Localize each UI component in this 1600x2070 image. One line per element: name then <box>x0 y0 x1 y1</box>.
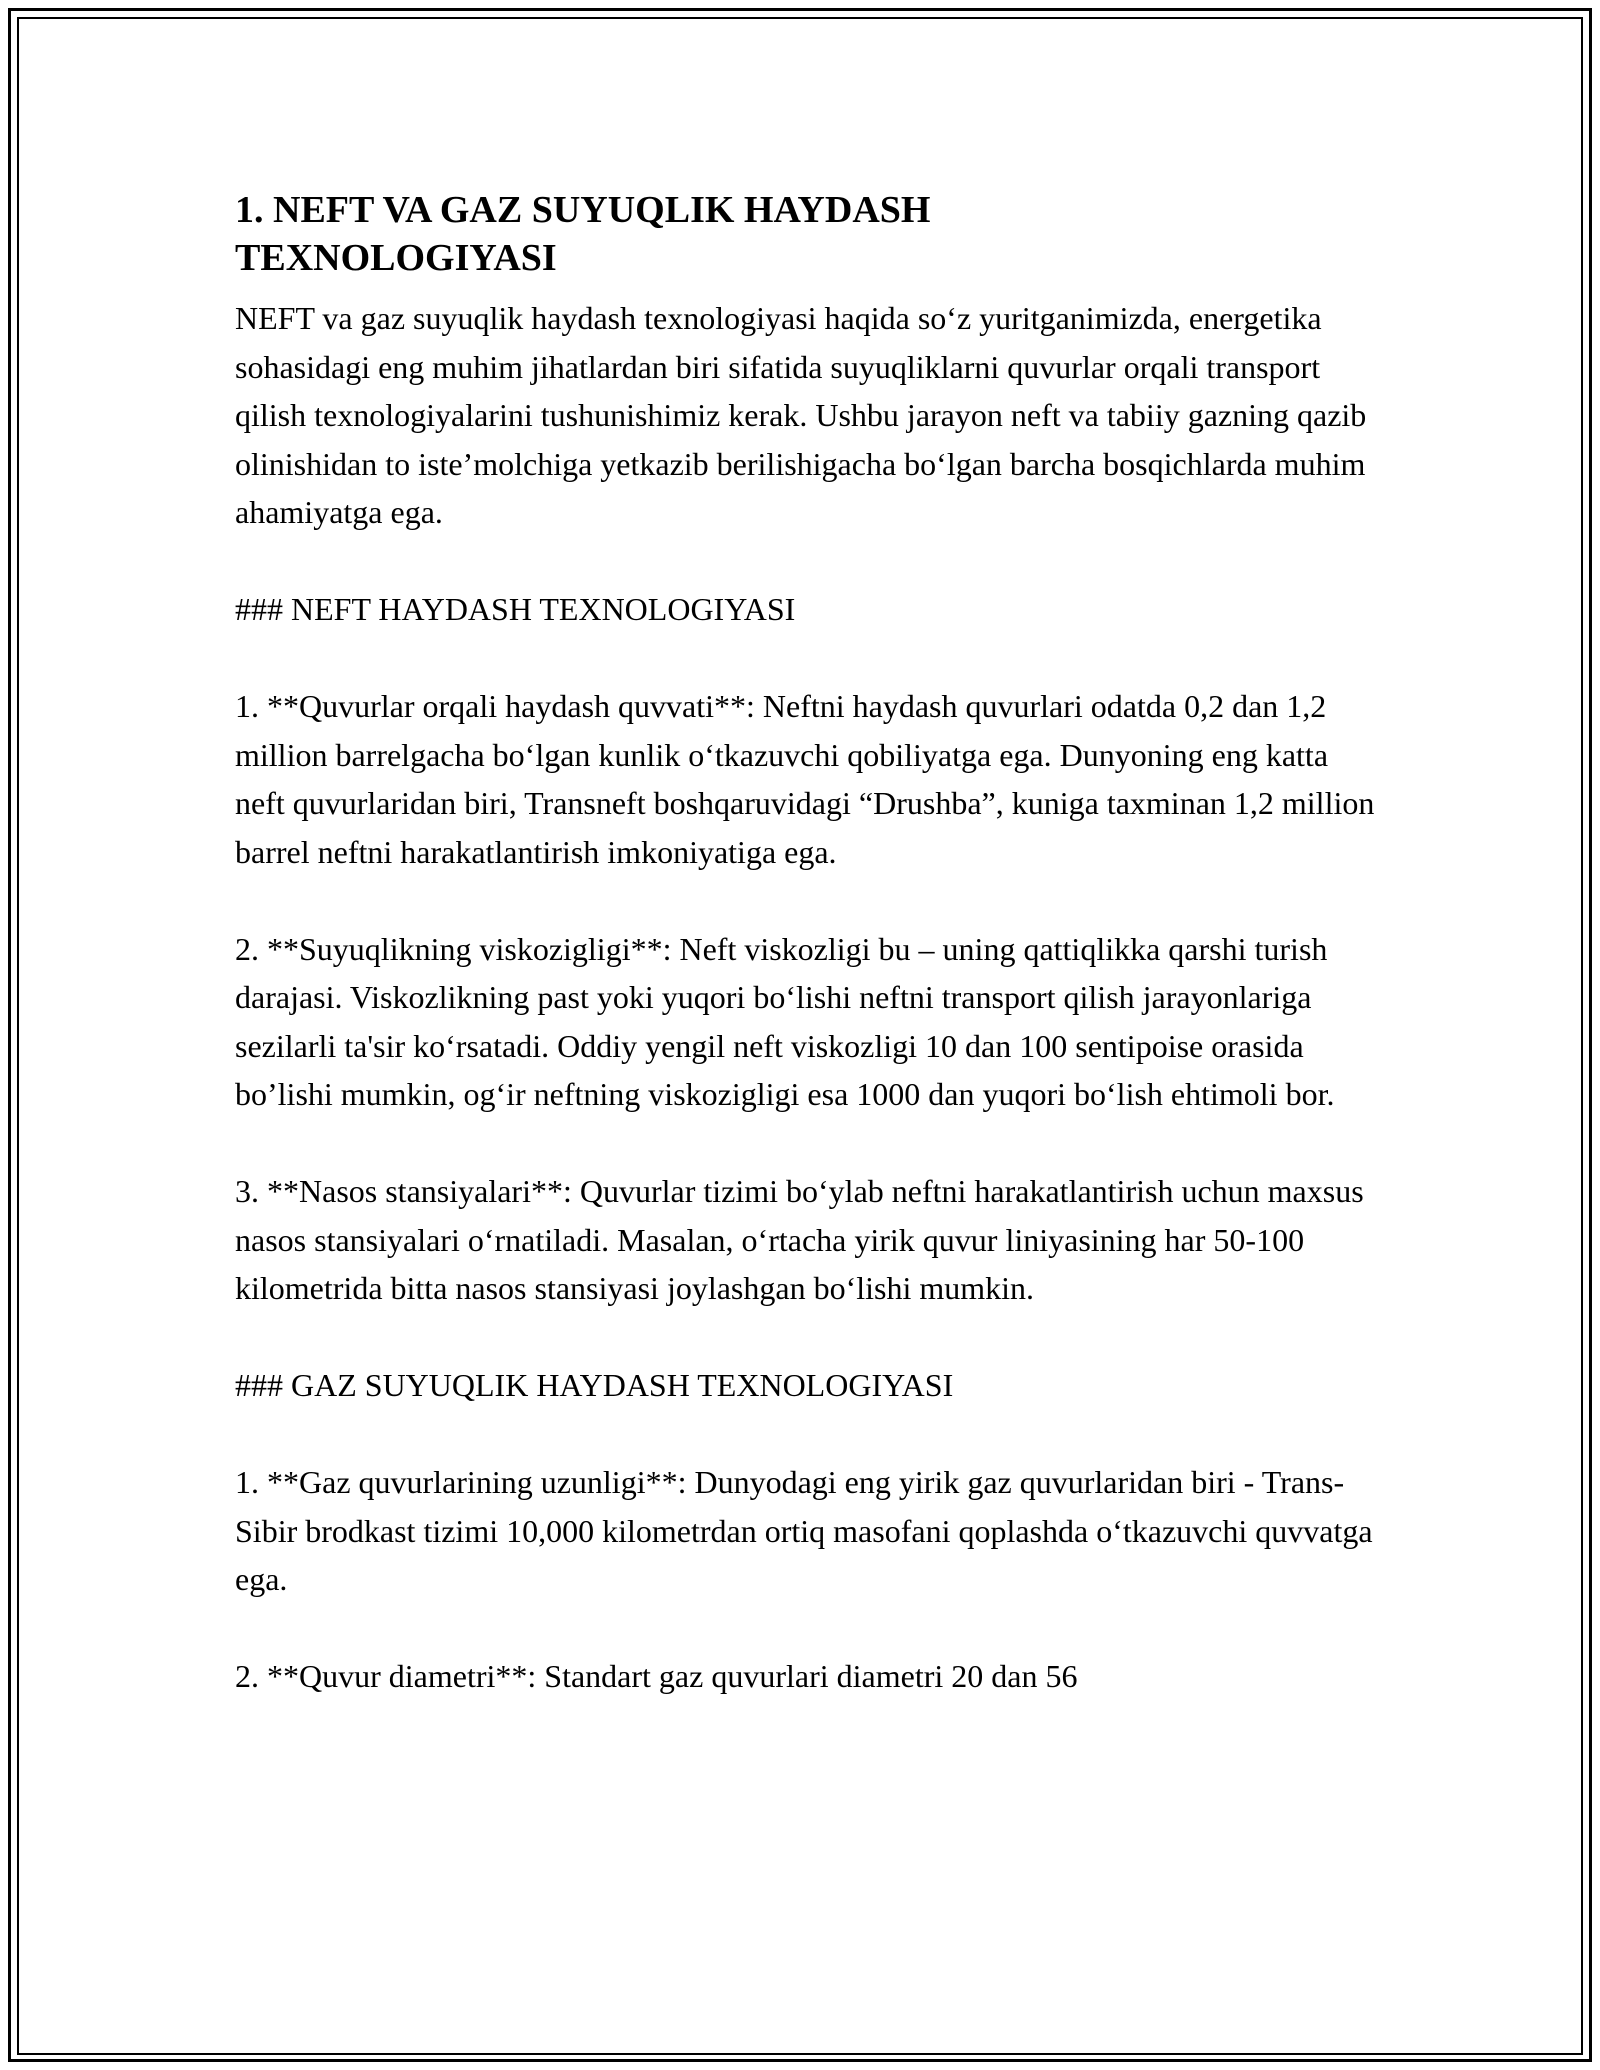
intro-paragraph: NEFT va gaz suyuqlik haydash texnologiyasi haqida so‘z yuritganimizda, energetika sohasidagi eng muhim jihatlardan biri sifatida suyuqliklarni quvurlar orqali transport qilish texnologiyalarini tushunishimiz kerak. Ushbu jarayon neft va tabiiy gazning qazib olinishidan to iste’molchiga yetkazib berilishigacha bo‘lgan barcha bosqichlarda muhim ahamiyatga ega. <box>235 300 1367 530</box>
list-item-gaz-1: 1. **Gaz quvurlarining uzunligi**: Dunyodagi eng yirik gaz quvurlaridan biri - Trans-Sibir brodkast tizimi 10,000 kilometrdan ortiq masofani qoplashda o‘tkazuvchi quvvatga ega. <box>235 1464 1373 1597</box>
section-heading-gaz: ### GAZ SUYUQLIK HAYDASH TEXNOLOGIYASI <box>235 1367 954 1403</box>
document-title <box>235 186 1375 282</box>
list-item-neft-1: 1. **Quvurlar orqali haydash quvvati**: Neftni haydash quvurlari odatda 0,2 dan 1,2 million barrelgacha bo‘lgan kunlik o‘tkazuvchi qobiliyatga ega. Dunyoning eng katta neft quvurlaridan biri, Transneft boshqaruvidagi “Drushba”, kuniga taxminan 1,2 million barrel neftni harakatlantirish imkoniyatiga ega. <box>235 688 1375 870</box>
list-item-neft-3: 3. **Nasos stansiyalari**: Quvurlar tizimi bo‘ylab neftni harakatlantirish uchun maxsus nasos stansiyalari o‘rnatiladi. Masalan, o‘rtacha yirik quvur liniyasining har 50-100 kilometrida bitta nasos stansiyasi joylashgan bo‘lishi mumkin. <box>235 1173 1364 1306</box>
section-heading-neft: ### NEFT HAYDASH TEXNOLOGIYASI <box>235 591 796 627</box>
document-body <box>235 186 1375 1701</box>
list-item-neft-2: 2. **Suyuqlikning viskozigligi**: Neft viskozligi bu – uning qattiqlikka qarshi turish darajasi. Viskozlikning past yoki yuqori bo‘lishi neftni transport qilish jarayonlariga sezilarli ta'sir ko‘rsatadi. Oddiy yengil neft viskozligi 10 dan 100 sentipoise orasida bo’lishi mumkin, og‘ir neftning viskozigligi esa 1000 dan yuqori bo‘lish ehtimoli bor. <box>235 930 1335 1112</box>
list-item-gaz-2: 2. **Quvur diametri**: Standart gaz quvurlari diametri 20 dan 56 <box>235 1658 1078 1694</box>
title-line-1: 1. NEFT VA GAZ SUYUQLIK HAYDASH <box>235 189 931 231</box>
title-line-2: TEXNOLOGIYASI <box>235 237 557 279</box>
